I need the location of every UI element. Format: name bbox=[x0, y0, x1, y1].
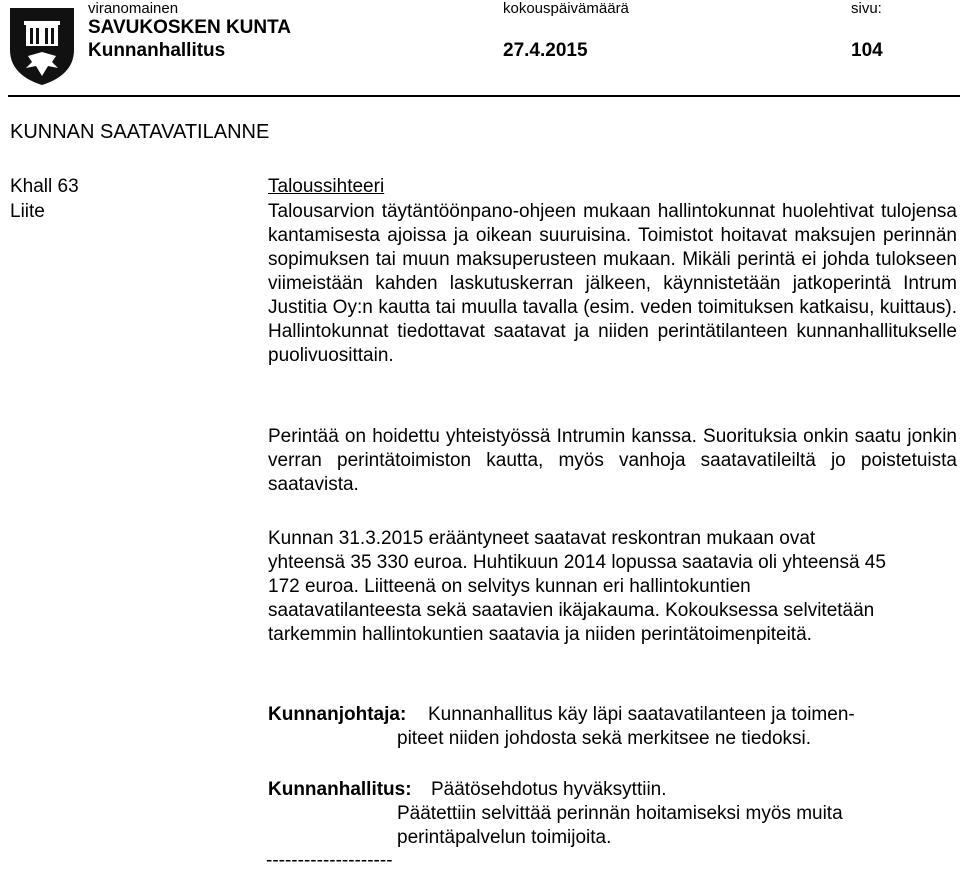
decision-line-2: Päätettiin selvittää perinnän hoitamiseksi myös muita bbox=[397, 803, 843, 824]
authority-name: Kunnanhallitus bbox=[88, 40, 226, 61]
coat-of-arms-icon bbox=[8, 6, 76, 86]
meeting-date: 27.4.2015 bbox=[503, 40, 588, 61]
decision-line-3: perintäpalvelun toimijoita. bbox=[397, 827, 612, 848]
header-label-page: sivu: bbox=[851, 0, 882, 17]
paragraph-1: Talousarvion täytäntöönpano-ohjeen mukaan hallintokunnat huolehtivat tulojensa kantamisesta ajoissa ja oikean suuruisina. Toimistot hoitavat maksujen perinnän sopimuksen tai muun maksuperusteen mukaan. Mikäli perintä ei johda tulokseen viimeistään kahden laskutuskerran jälkeen, käynnistetään jatkoperintä Intrum Justitia Oy:n kautta tai muulla tavalla (esim. veden toimituksen katkaisu, kuittaus). Hallintokunnat tiedottavat saatavat ja niiden perintätilanteen kunnanhallitukselle puolivuosittain. bbox=[268, 201, 957, 366]
paragraph-2: Perintää on hoidettu yhteistyössä Intrumin kanssa. Suorituksia onkin saatu jonkin verran perintätoimiston kautta, myös vanhoja saatavatileiltä jo poistetuista saatavista. bbox=[268, 426, 957, 495]
decision-line-1: Päätösehdotus hyväksyttiin. bbox=[431, 779, 667, 800]
page-title: KUNNAN SAATAVATILANNE bbox=[10, 121, 270, 143]
separator-line: -------------------- bbox=[266, 850, 393, 871]
header-label-date: kokouspäivämäärä bbox=[503, 0, 629, 17]
header-divider bbox=[8, 95, 960, 97]
proposal-line-2: piteet niiden johdosta sekä merkitsee ne tiedoksi. bbox=[397, 728, 812, 749]
header-label-authority: viranomainen bbox=[88, 0, 179, 17]
paragraph-3: Kunnan 31.3.2015 erääntyneet saatavat reskontran mukaan ovat yhteensä 35 330 euroa. Huhtikuun 2014 lopussa saatavia oli yhteensä 45 172 euroa. Liitteenä on selvitys kunnan eri hallintokuntien saatavatilanteesta sekä saatavien ikäjakauma. Kokouksessa selvitetään tarkemmin hallintokuntien saatavia ja niiden perintätoimenpiteitä. bbox=[268, 528, 886, 645]
decision-label: Kunnanhallitus: bbox=[268, 779, 412, 800]
page-number: 104 bbox=[851, 40, 883, 61]
attachment-label: Liite bbox=[10, 201, 45, 222]
item-number: Khall 63 bbox=[10, 176, 79, 197]
proposal-label: Kunnanjohtaja: bbox=[268, 704, 407, 725]
proposal-line-1: Kunnanhallitus käy läpi saatavatilanteen ja toimen- bbox=[428, 704, 855, 725]
organization-name: SAVUKOSKEN KUNTA bbox=[88, 17, 292, 38]
preparer: Taloussihteeri bbox=[268, 176, 385, 197]
